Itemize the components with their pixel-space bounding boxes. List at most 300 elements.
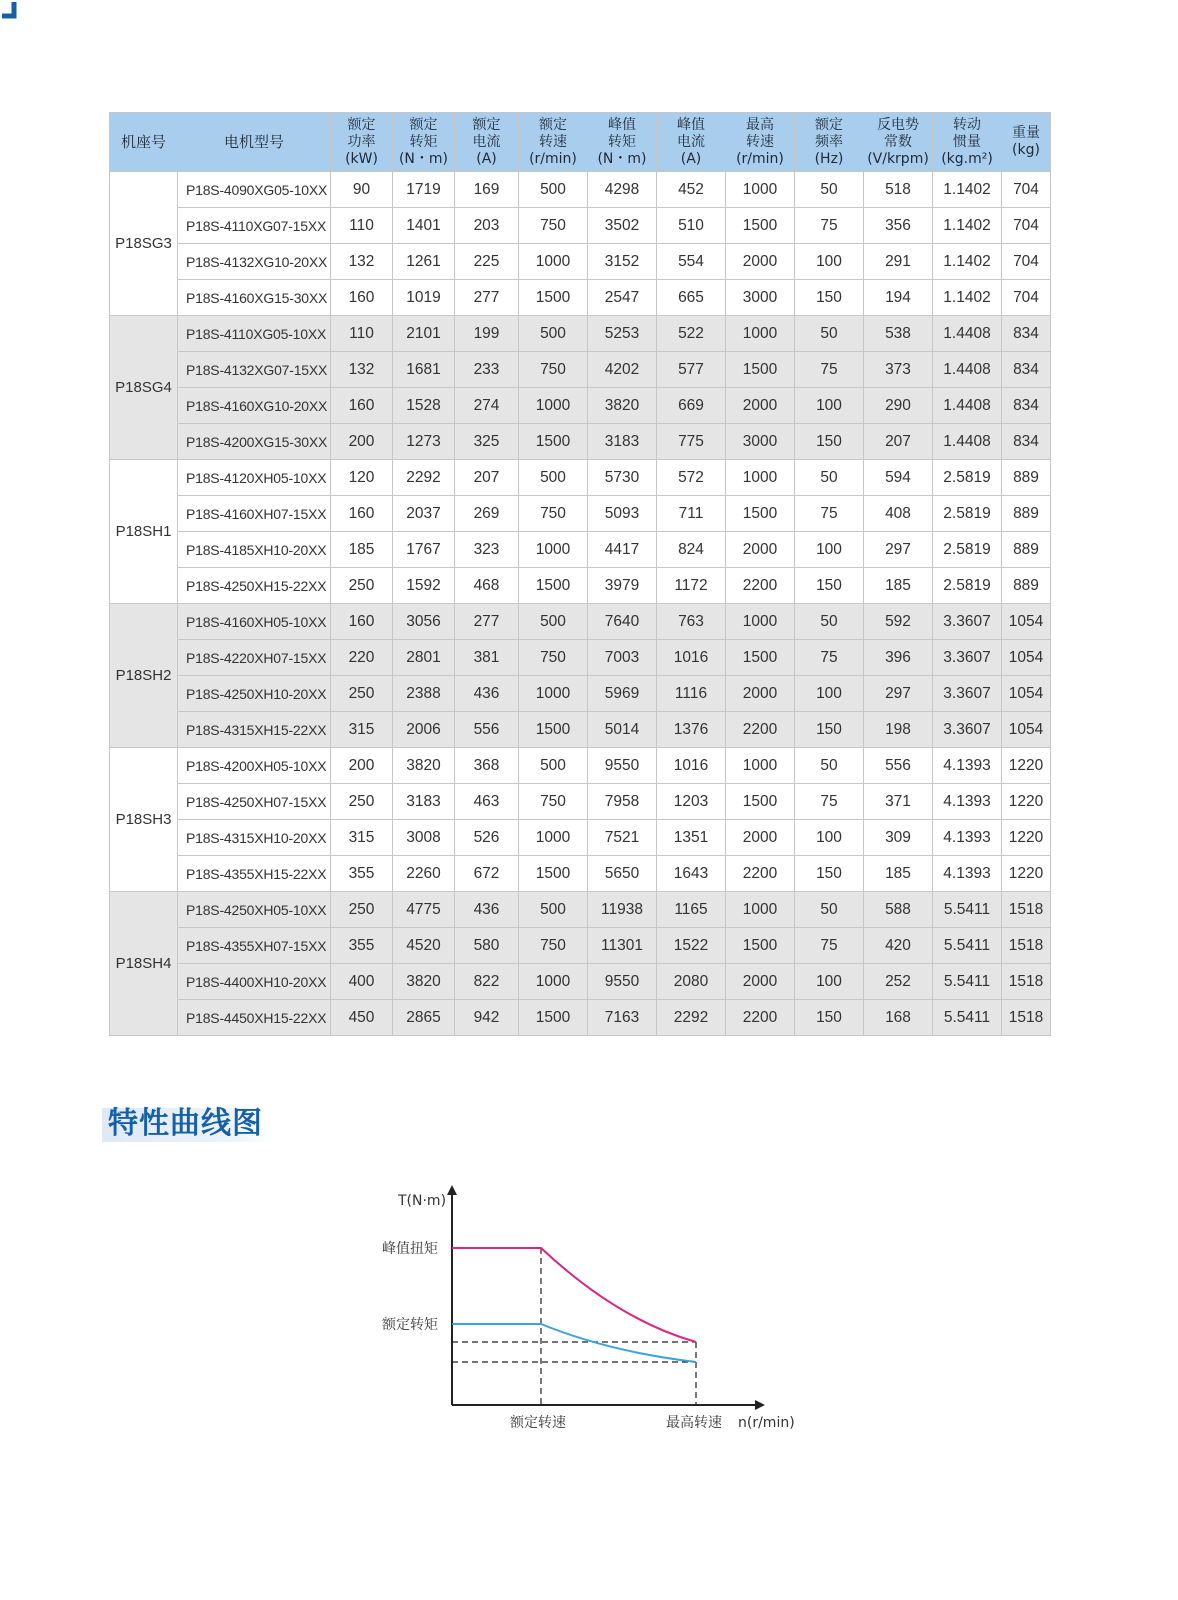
value-cell: 1261 [393,244,455,280]
value-cell: 1500 [519,424,588,460]
model-cell: P18S-4250XH07-15XX [178,784,331,820]
value-cell: 1165 [657,892,726,928]
model-cell: P18S-4355XH15-22XX [178,856,331,892]
value-cell: 526 [455,820,519,856]
value-cell: 2200 [726,712,795,748]
value-cell: 592 [864,604,933,640]
value-cell: 207 [864,424,933,460]
value-cell: 889 [1002,496,1051,532]
header-line: 额定 [409,116,438,133]
value-cell: 1518 [1002,1000,1051,1036]
section-title-block [102,1098,277,1144]
header-line: (N・m) [398,150,449,167]
header-cell [795,113,864,172]
header-line: (Hz) [814,150,844,167]
value-cell: 323 [455,532,519,568]
value-cell: 250 [331,784,393,820]
value-cell: 5093 [588,496,657,532]
value-cell: 297 [864,676,933,712]
value-cell: 1019 [393,280,455,316]
value-cell: 4.1393 [933,856,1002,892]
value-cell: 110 [331,208,393,244]
value-cell: 5730 [588,460,657,496]
value-cell: 168 [864,1000,933,1036]
header-cell [331,113,393,172]
value-cell: 1220 [1002,820,1051,856]
header-line: 额定 [815,116,843,133]
value-cell: 90 [331,172,393,208]
value-cell: 5.5411 [933,892,1002,928]
header-line: 额定 [472,116,501,133]
value-cell: 1.4408 [933,388,1002,424]
value-cell: 315 [331,820,393,856]
table-row [110,640,1051,676]
value-cell: 572 [657,460,726,496]
value-cell: 436 [455,892,519,928]
value-cell: 200 [331,748,393,784]
value-cell: 185 [331,532,393,568]
table-row [110,604,1051,640]
value-cell: 100 [795,676,864,712]
value-cell: 436 [455,676,519,712]
value-cell: 1000 [726,460,795,496]
value-cell: 2801 [393,640,455,676]
value-cell: 1500 [726,640,795,676]
model-cell: P18S-4110XG07-15XX [178,208,331,244]
value-cell: 50 [795,892,864,928]
value-cell: 1220 [1002,856,1051,892]
value-cell: 500 [519,892,588,928]
model-cell: P18S-4200XG15-30XX [178,424,331,460]
value-cell: 824 [657,532,726,568]
value-cell: 775 [657,424,726,460]
motor-spec-table [109,112,1051,1036]
value-cell: 750 [519,928,588,964]
header-cell [519,113,588,172]
table-row [110,748,1051,784]
value-cell: 132 [331,244,393,280]
value-cell: 1.1402 [933,244,1002,280]
value-cell: 510 [657,208,726,244]
value-cell: 711 [657,496,726,532]
value-cell: 368 [455,748,519,784]
value-cell: 1500 [726,928,795,964]
value-cell: 7163 [588,1000,657,1036]
value-cell: 1000 [726,892,795,928]
header-cell [178,113,331,172]
value-cell: 834 [1002,352,1051,388]
value-cell: 1500 [726,208,795,244]
value-cell: 150 [795,1000,864,1036]
value-cell: 75 [795,208,864,244]
value-cell: 9550 [588,748,657,784]
value-cell: 500 [519,316,588,352]
value-cell: 150 [795,856,864,892]
value-cell: 5.5411 [933,928,1002,964]
header-line: 电流 [677,133,705,150]
value-cell: 1518 [1002,892,1051,928]
value-cell: 1681 [393,352,455,388]
header-line: (kW) [345,150,378,167]
model-cell: P18S-4250XH15-22XX [178,568,331,604]
value-cell: 1016 [657,748,726,784]
value-cell: 1518 [1002,928,1051,964]
value-cell: 4.1393 [933,784,1002,820]
value-cell: 1500 [726,352,795,388]
value-cell: 1000 [726,316,795,352]
value-cell: 2.5819 [933,532,1002,568]
value-cell: 1.4408 [933,424,1002,460]
value-cell: 381 [455,640,519,676]
value-cell: 277 [455,604,519,640]
header-cell [393,113,455,172]
value-cell: 50 [795,172,864,208]
table-row [110,892,1051,928]
model-cell: P18S-4315XH15-22XX [178,712,331,748]
value-cell: 225 [455,244,519,280]
value-cell: 2.5819 [933,496,1002,532]
value-cell: 290 [864,388,933,424]
value-cell: 3152 [588,244,657,280]
value-cell: 1054 [1002,712,1051,748]
value-cell: 1016 [657,640,726,676]
value-cell: 538 [864,316,933,352]
value-cell: 3.3607 [933,712,1002,748]
value-cell: 75 [795,928,864,964]
value-cell: 1351 [657,820,726,856]
value-cell: 220 [331,640,393,676]
value-cell: 1592 [393,568,455,604]
value-cell: 50 [795,460,864,496]
header-cell [933,113,1002,172]
table-row [110,172,1051,208]
header-line: 峰值 [608,116,636,133]
value-cell: 5.5411 [933,964,1002,1000]
value-cell: 1500 [519,856,588,892]
value-cell: 704 [1002,208,1051,244]
value-cell: 2200 [726,856,795,892]
model-cell: P18S-4160XG15-30XX [178,280,331,316]
value-cell: 160 [331,388,393,424]
table-row [110,496,1051,532]
header-line: (V/krpm) [867,150,929,167]
value-cell: 75 [795,496,864,532]
table-body [110,172,1051,1036]
header-cell [726,113,795,172]
value-cell: 160 [331,496,393,532]
value-cell: 594 [864,460,933,496]
value-cell: 822 [455,964,519,1000]
value-cell: 5.5411 [933,1000,1002,1036]
value-cell: 373 [864,352,933,388]
value-cell: 1172 [657,568,726,604]
value-cell: 2.5819 [933,460,1002,496]
table-row [110,280,1051,316]
value-cell: 3979 [588,568,657,604]
value-cell: 1116 [657,676,726,712]
value-cell: 1518 [1002,964,1051,1000]
value-cell: 942 [455,1000,519,1036]
value-cell: 3183 [393,784,455,820]
value-cell: 3.3607 [933,676,1002,712]
header-line: 转速 [539,133,567,150]
header-line: 重量 [1012,125,1040,141]
table-row [110,856,1051,892]
y-axis-label: T(N·m) [398,1193,447,1209]
value-cell: 500 [519,172,588,208]
header-line: 功率 [347,133,376,150]
frame-cell: P18SH1 [110,460,178,604]
peak-torque-label: 峰值扭矩 [382,1241,438,1257]
characteristic-curve-chart [360,1180,810,1450]
value-cell: 1000 [519,964,588,1000]
value-cell: 160 [331,280,393,316]
value-cell: 1.1402 [933,172,1002,208]
value-cell: 3000 [726,280,795,316]
table-row [110,676,1051,712]
value-cell: 1000 [519,388,588,424]
value-cell: 1000 [519,532,588,568]
model-cell: P18S-4160XH07-15XX [178,496,331,532]
header-line: (kg.m²) [941,150,993,167]
value-cell: 450 [331,1000,393,1036]
value-cell: 169 [455,172,519,208]
value-cell: 1000 [519,820,588,856]
value-cell: 1643 [657,856,726,892]
value-cell: 3008 [393,820,455,856]
value-cell: 452 [657,172,726,208]
value-cell: 889 [1002,460,1051,496]
value-cell: 291 [864,244,933,280]
value-cell: 1.4408 [933,316,1002,352]
value-cell: 669 [657,388,726,424]
header-cell [1002,113,1051,172]
value-cell: 1767 [393,532,455,568]
value-cell: 4298 [588,172,657,208]
value-cell: 1000 [726,604,795,640]
value-cell: 50 [795,748,864,784]
header-line: (A) [680,150,702,167]
header-line: 机座号 [120,132,166,151]
header-line: (A) [476,150,497,167]
value-cell: 250 [331,676,393,712]
max-speed-label: 最高转速 [666,1415,722,1431]
value-cell: 522 [657,316,726,352]
value-cell: 750 [519,784,588,820]
value-cell: 274 [455,388,519,424]
model-cell: P18S-4250XH10-20XX [178,676,331,712]
table-row [110,460,1051,496]
value-cell: 50 [795,316,864,352]
header-cell [110,113,178,172]
value-cell: 100 [795,388,864,424]
value-cell: 750 [519,352,588,388]
frame-cell: P18SH4 [110,892,178,1036]
value-cell: 356 [864,208,933,244]
value-cell: 1273 [393,424,455,460]
table-row [110,424,1051,460]
value-cell: 1054 [1002,676,1051,712]
header-cell [588,113,657,172]
value-cell: 100 [795,964,864,1000]
value-cell: 277 [455,280,519,316]
model-cell: P18S-4220XH07-15XX [178,640,331,676]
value-cell: 2200 [726,1000,795,1036]
value-cell: 420 [864,928,933,964]
value-cell: 468 [455,568,519,604]
header-cell [864,113,933,172]
value-cell: 1528 [393,388,455,424]
value-cell: 3183 [588,424,657,460]
header-line: 频率 [815,133,843,150]
value-cell: 132 [331,352,393,388]
frame-cell: P18SH2 [110,604,178,748]
value-cell: 315 [331,712,393,748]
model-cell: P18S-4120XH05-10XX [178,460,331,496]
rated-torque-label: 额定转矩 [382,1317,438,1333]
value-cell: 7958 [588,784,657,820]
value-cell: 110 [331,316,393,352]
value-cell: 1000 [726,748,795,784]
value-cell: 3056 [393,604,455,640]
header-line: (r/min) [529,150,577,167]
value-cell: 5650 [588,856,657,892]
value-cell: 3502 [588,208,657,244]
value-cell: 665 [657,280,726,316]
header-line: (N・m) [597,150,647,167]
value-cell: 198 [864,712,933,748]
table-row [110,244,1051,280]
header-line: 额定 [347,116,376,133]
value-cell: 1376 [657,712,726,748]
value-cell: 3820 [588,388,657,424]
value-cell: 325 [455,424,519,460]
value-cell: 2388 [393,676,455,712]
value-cell: 2200 [726,568,795,604]
value-cell: 1500 [726,784,795,820]
value-cell: 500 [519,460,588,496]
value-cell: 3820 [393,748,455,784]
value-cell: 150 [795,280,864,316]
value-cell: 199 [455,316,519,352]
table-row [110,820,1051,856]
title-corner-mark [0,0,20,22]
value-cell: 750 [519,496,588,532]
value-cell: 200 [331,424,393,460]
header-line: 转动 [953,116,981,133]
value-cell: 1719 [393,172,455,208]
value-cell: 396 [864,640,933,676]
value-cell: 3.3607 [933,640,1002,676]
model-cell: P18S-4250XH05-10XX [178,892,331,928]
value-cell: 500 [519,748,588,784]
value-cell: 4.1393 [933,748,1002,784]
value-cell: 1220 [1002,748,1051,784]
value-cell: 5253 [588,316,657,352]
value-cell: 577 [657,352,726,388]
value-cell: 2292 [393,460,455,496]
value-cell: 704 [1002,172,1051,208]
value-cell: 2547 [588,280,657,316]
value-cell: 207 [455,460,519,496]
value-cell: 75 [795,352,864,388]
value-cell: 5014 [588,712,657,748]
header-line: 电流 [472,133,501,150]
header-cell [657,113,726,172]
frame-cell: P18SH3 [110,748,178,892]
value-cell: 194 [864,280,933,316]
value-cell: 75 [795,784,864,820]
header-line: 转矩 [409,133,438,150]
table-row [110,568,1051,604]
value-cell: 4202 [588,352,657,388]
value-cell: 1500 [519,280,588,316]
value-cell: 2.5819 [933,568,1002,604]
value-cell: 408 [864,496,933,532]
value-cell: 1500 [519,568,588,604]
frame-cell: P18SG3 [110,172,178,316]
section-title: 特性曲线图 [108,1106,263,1141]
value-cell: 3820 [393,964,455,1000]
table-row [110,388,1051,424]
value-cell: 518 [864,172,933,208]
table-row [110,208,1051,244]
value-cell: 1401 [393,208,455,244]
value-cell: 3.3607 [933,604,1002,640]
value-cell: 1000 [519,676,588,712]
value-cell: 2000 [726,388,795,424]
table-row [110,352,1051,388]
value-cell: 1522 [657,928,726,964]
model-cell: P18S-4355XH07-15XX [178,928,331,964]
value-cell: 185 [864,856,933,892]
table-row [110,712,1051,748]
value-cell: 672 [455,856,519,892]
value-cell: 233 [455,352,519,388]
value-cell: 1000 [519,244,588,280]
value-cell: 580 [455,928,519,964]
value-cell: 371 [864,784,933,820]
value-cell: 1203 [657,784,726,820]
value-cell: 889 [1002,532,1051,568]
header-line: 转速 [746,133,774,150]
value-cell: 355 [331,928,393,964]
value-cell: 75 [795,640,864,676]
value-cell: 2006 [393,712,455,748]
value-cell: 2292 [657,1000,726,1036]
value-cell: 2000 [726,820,795,856]
value-cell: 400 [331,964,393,1000]
value-cell: 100 [795,532,864,568]
value-cell: 7003 [588,640,657,676]
model-cell: P18S-4400XH10-20XX [178,964,331,1000]
model-cell: P18S-4160XG10-20XX [178,388,331,424]
value-cell: 11301 [588,928,657,964]
value-cell: 1.1402 [933,280,1002,316]
peak-torque-curve [452,1248,696,1342]
value-cell: 2037 [393,496,455,532]
header-cell [455,113,519,172]
value-cell: 2000 [726,532,795,568]
table-row [110,316,1051,352]
value-cell: 150 [795,424,864,460]
model-cell: P18S-4185XH10-20XX [178,532,331,568]
value-cell: 150 [795,568,864,604]
value-cell: 556 [455,712,519,748]
model-cell: P18S-4132XG07-15XX [178,352,331,388]
value-cell: 2000 [726,244,795,280]
value-cell: 2080 [657,964,726,1000]
